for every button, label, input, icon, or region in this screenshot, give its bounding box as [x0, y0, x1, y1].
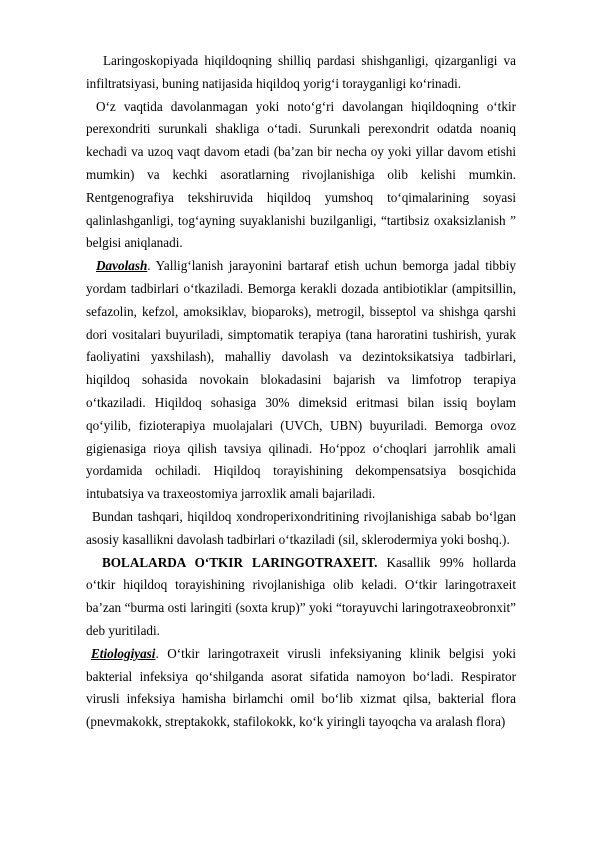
- paragraph-laringoskopiya: [86, 50, 516, 96]
- paragraph-bundan-tashqari: [86, 506, 516, 552]
- paragraph-surunkali-perexondrit: [86, 96, 516, 256]
- text-body: [86, 50, 516, 734]
- paragraph-text: O‘z vaqtida davolanmagan yoki noto‘g‘ri davolangan hiqildoqning o‘tkir perexondriti surunkali shakliga o‘tadi. Surunkali perexondrit odatda noaniq kechadi va uzoq vaqt davom etadi (ba’zan bir necha oy yoki yillar davom etishi mumkin) va kechki asoratlarning rivojlanishiga olib kelishi mumkin. Rentgenografiya tekshiruvida hiqildoq yumshoq to‘qimalarining soyasi qalinlashganligi, tog‘ayning suyaklanishi buzilganligi, “tartibsiz oxaksizlanish ” belgisi aniqlanadi.: [86, 98, 516, 251]
- paragraph-text: . Yallig‘lanish jarayonini bartaraf etish uchun bemorga jadal tibbiy yordam tadbirlari o‘tkaziladi. Bemorga kerakli dozada antibiotiklar (ampitsillin, sefazolin, kefzol, amoksiklav, bioparoks), metrogil, bisseptol va shishga qarshi dori vositalari buyuriladi, simptomatik terapiya (tana haroratini tushirish, yurak faoliyatini yaxshilash), mahalliy davolash va dezintoksikatsiya tadbirlari, hiqildoq sohasida novokain blokadasini bajarish va limfotrop terapiya o‘tkaziladi. Hiqildoq sohasiga 30% dimeksid eritmasi bilan issiq boylam qo‘yilib, fizioterapiya muolajalari (UVCh, UBN) buyuriladi. Bemorga ovoz gigienasiga rioya qilish tavsiya qilinadi. Ho‘ppoz o‘choqlari jarrohlik amali yordamida ochiladi. Hiqildoq torayishining dekompensatsiya bosqichida intubatsiya va traxeostomiya jarroxlik amali bajariladi.: [86, 258, 516, 502]
- section-heading-davolash: Davolash: [96, 258, 148, 274]
- paragraph-etiologiyasi: [86, 643, 516, 734]
- paragraph-text: Bundan tashqari, hiqildoq xondroperixondritining rivojlanishiga sabab bo‘lgan asosiy kasallikni davolash tadbirlari o‘tkaziladi (sil, sklerodermiya yoki boshq.).: [86, 508, 516, 547]
- paragraph-text: Laringoskopiyada hiqildoqning shilliq pardasi shishganligi, qizarganligi va infiltratsiyasi, buning natijasida hiqildoq yorig‘i torayganligi ko‘rinadi.: [86, 53, 516, 91]
- paragraph-text: . O‘tkir laringotraxeit virusli infeksiyaning klinik belgisi yoki bakterial infeksiya qo‘shilganda asorat sifatida namoyon bo‘ladi. Respirator virusli infeksiya hamisha birlamchi omil bo‘lib xizmat qilsa, bakterial flora (pnevmakokk, streptakokk, stafilokokk, ko‘k yiringli tayoqcha va aralash flora): [86, 645, 516, 730]
- paragraph-davolash: [86, 255, 516, 506]
- section-heading-laringotraxeit: BOLALARDA O‘TKIR LARINGOTRAXEIT.: [102, 554, 378, 570]
- paragraph-text: Kasallik 99% hollarda o‘tkir hiqildoq torayishining rivojlanishiga olib keladi. O‘tkir laringotraxeit ba’zan “burma osti laringiti (soxta krup)” yoki “torayuvchi laringotraxeobronxit” deb yuritiladi.: [86, 554, 516, 638]
- section-heading-etiologiyasi: Etiologiyasi: [91, 645, 156, 661]
- paragraph-laringotraxeit: [86, 552, 516, 643]
